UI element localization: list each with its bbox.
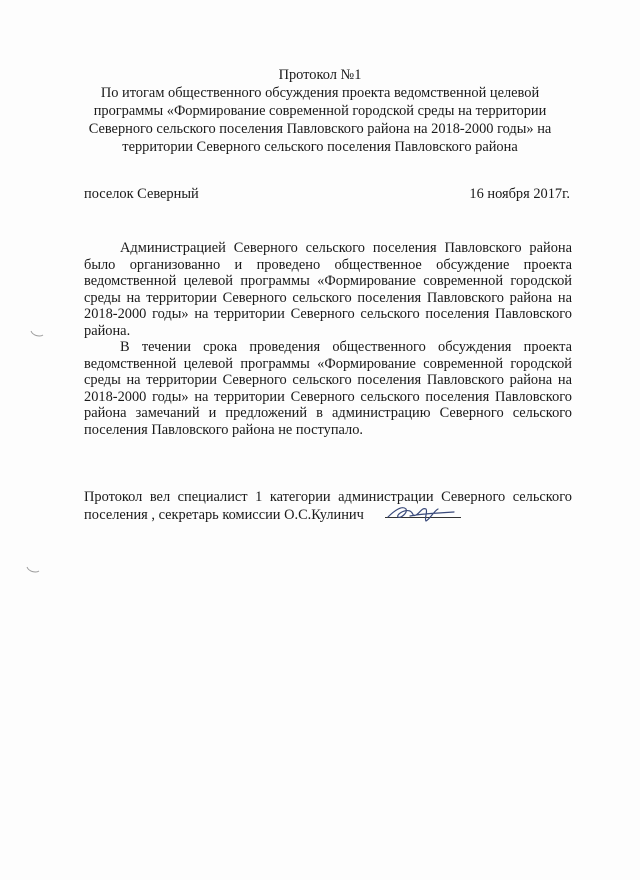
paragraph-line: ведомственной целевой программы «Формирование современной городской [84, 273, 572, 289]
paragraph-line: района замечаний и предложений в администрацию Северного сельского [84, 405, 572, 421]
document-title: Протокол №1 [278, 67, 362, 83]
subtitle-line: Северного сельского поселения Павловского района на 2018-2000 годы» на [88, 121, 552, 137]
footer-line: Протокол вел специалист 1 категории администрации Северного сельского [84, 489, 572, 505]
paragraph-line: поселения Павловского района не поступало. [84, 421, 364, 438]
signature-mark [380, 497, 460, 527]
date-text: 16 ноября 2017г. [469, 186, 570, 202]
paragraph-line: ведомственной целевой программы «Формирование современной городской [84, 355, 572, 372]
subtitle-line: По итогам общественного обсуждения проекта ведомственной целевой [100, 85, 540, 101]
subtitle-line: территории Северного сельского поселения Павловского района [122, 139, 518, 155]
punch-mark [30, 330, 44, 338]
document-header [60, 66, 580, 156]
paragraph-line: было организованно и проведено общественное обсуждение проекта [84, 256, 572, 273]
paragraph-line: В течении срока проведения общественного обсуждения проекта [120, 339, 572, 355]
paragraph-line: среды на территории Северного сельского поселения Павловского района на [84, 372, 572, 388]
document-footer [84, 488, 572, 524]
document-body [84, 240, 572, 438]
footer-line: поселения , секретарь комиссии О.С.Кулинич [84, 507, 364, 523]
place-text: поселок Северный [84, 186, 199, 202]
paragraph-line: района. [84, 322, 131, 339]
paragraph-line: 2018-2000 годы» на территории Северного сельского поселения Павловского [84, 388, 572, 405]
paragraph-line: 2018-2000 годы» на территории Северного сельского поселения Павловского [84, 306, 572, 322]
subtitle-line: программы «Формирование современной городской среды на территории [93, 103, 547, 119]
paragraph-line: Администрацией Северного сельского поселения Павловского района [120, 240, 572, 256]
punch-mark [26, 566, 40, 574]
paragraph-line: среды на территории Северного сельского поселения Павловского района на [84, 289, 572, 306]
